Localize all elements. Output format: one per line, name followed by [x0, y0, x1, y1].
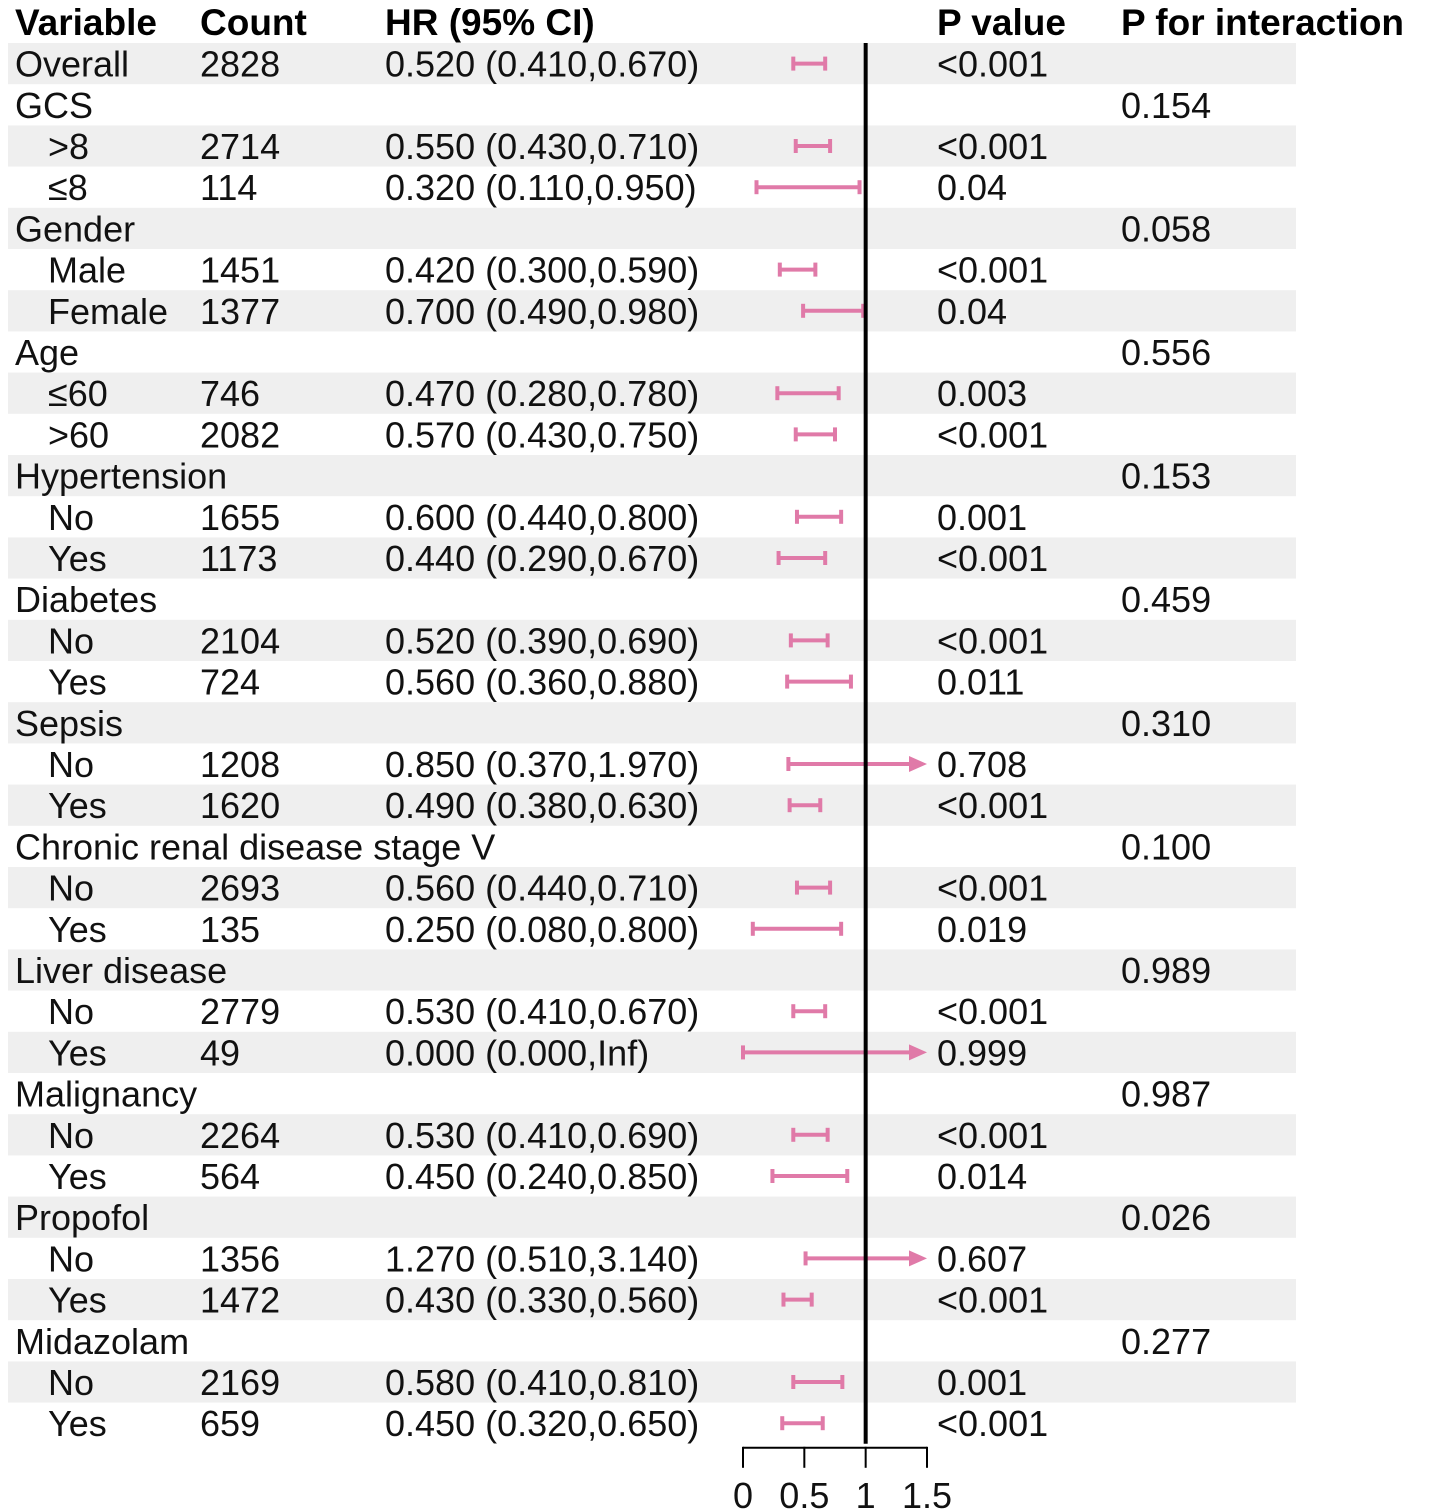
row-p-value: <0.001	[937, 785, 1049, 827]
row-p-interaction: 0.154	[1121, 84, 1212, 126]
row-hr-ci: 1.270 (0.510,3.140)	[385, 1238, 700, 1280]
row-label: Yes	[48, 538, 107, 579]
row-hr-ci: 0.440 (0.290,0.670)	[385, 538, 700, 579]
row-p-value: 0.014	[937, 1156, 1028, 1197]
row-p-interaction: 0.100	[1121, 826, 1212, 868]
row-p-value: <0.001	[937, 1279, 1049, 1321]
row-hr-ci: 0.560 (0.440,0.710)	[385, 867, 700, 909]
row-label: Yes	[48, 1403, 107, 1445]
row-label: Yes	[48, 1156, 107, 1197]
row-p-interaction: 0.026	[1121, 1197, 1212, 1239]
row-label: Female	[48, 290, 169, 332]
row-p-interaction: 0.459	[1121, 579, 1212, 621]
row-count: 2828	[200, 43, 281, 85]
row-count: 1620	[200, 785, 281, 827]
row-count: 49	[200, 1032, 241, 1074]
row-p-value: <0.001	[937, 991, 1049, 1033]
row-count: 724	[200, 661, 261, 703]
row-p-value: 0.04	[937, 167, 1008, 209]
row-hr-ci: 0.530 (0.410,0.690)	[385, 1114, 700, 1156]
row-label: Propofol	[15, 1197, 150, 1239]
row-stripes	[8, 43, 1296, 1403]
header-p-value: P value	[937, 2, 1066, 43]
row-label: Age	[15, 332, 80, 373]
row-p-interaction: 0.153	[1121, 455, 1212, 497]
x-tick-label: 1.5	[901, 1474, 953, 1510]
row-label: Male	[48, 249, 127, 291]
row-hr-ci: 0.560 (0.360,0.880)	[385, 661, 700, 703]
row-count: 2264	[200, 1114, 281, 1156]
row-hr-ci: 0.490 (0.380,0.630)	[385, 785, 700, 827]
row-stripe	[8, 208, 1296, 249]
row-p-value: <0.001	[937, 43, 1049, 85]
row-p-value: <0.001	[937, 538, 1049, 579]
ci-arrow-head	[909, 756, 927, 772]
row-hr-ci: 0.520 (0.390,0.690)	[385, 620, 700, 662]
row-hr-ci: 0.430 (0.330,0.560)	[385, 1279, 700, 1321]
row-hr-ci: 0.320 (0.110,0.950)	[385, 167, 697, 209]
row-hr-ci: 0.550 (0.430,0.710)	[385, 126, 700, 167]
row-p-interaction: 0.310	[1121, 702, 1212, 744]
row-count: 2714	[200, 126, 281, 167]
row-count: 2693	[200, 867, 281, 909]
row-label: No	[48, 867, 95, 909]
row-label: No	[48, 991, 95, 1033]
row-p-interaction: 0.277	[1121, 1320, 1212, 1362]
row-p-value: <0.001	[937, 867, 1049, 909]
row-p-interaction: 0.987	[1121, 1073, 1212, 1115]
row-label: Yes	[48, 785, 107, 827]
row-p-interaction: 0.058	[1121, 208, 1212, 250]
row-p-interaction: 0.556	[1121, 332, 1212, 373]
row-label: Midazolam	[15, 1320, 190, 1362]
row-count: 2104	[200, 620, 281, 662]
row-p-value: 0.001	[937, 496, 1028, 538]
row-hr-ci: 0.470 (0.280,0.780)	[385, 373, 700, 415]
row-count: 2779	[200, 991, 281, 1033]
x-axis	[733, 1447, 952, 1510]
row-label: ≤8	[48, 167, 88, 209]
row-p-value: <0.001	[937, 1114, 1049, 1156]
row-p-value: <0.001	[937, 620, 1049, 662]
row-label: Yes	[48, 1279, 107, 1321]
row-hr-ci: 0.450 (0.240,0.850)	[385, 1156, 700, 1197]
header-variable: Variable	[15, 2, 157, 43]
row-label: No	[48, 1238, 95, 1280]
ci-arrow-head	[909, 1250, 927, 1266]
row-hr-ci: 0.580 (0.410,0.810)	[385, 1362, 700, 1403]
row-count: 135	[200, 908, 261, 950]
row-p-value: <0.001	[937, 126, 1049, 167]
x-tick-label: 1	[855, 1474, 876, 1510]
row-p-value: 0.011	[937, 661, 1025, 703]
row-label: >8	[48, 126, 90, 167]
row-label: GCS	[15, 84, 94, 126]
row-count: 1451	[200, 249, 281, 291]
row-label: Diabetes	[15, 579, 158, 621]
row-count: 1655	[200, 496, 281, 538]
row-count: 1472	[200, 1279, 281, 1321]
row-label: ≤60	[48, 373, 108, 415]
row-label: >60	[48, 414, 110, 456]
row-count: 2169	[200, 1362, 281, 1403]
row-stripe	[8, 702, 1296, 743]
row-hr-ci: 0.250 (0.080,0.800)	[385, 908, 700, 950]
header-p-interaction: P for interaction	[1121, 2, 1405, 43]
row-p-value: 0.607	[937, 1238, 1028, 1280]
row-hr-ci: 0.700 (0.490,0.980)	[385, 290, 700, 332]
row-stripe	[8, 1197, 1296, 1238]
row-count: 1356	[200, 1238, 281, 1280]
row-p-value: <0.001	[937, 1403, 1049, 1445]
row-p-value: 0.999	[937, 1032, 1028, 1074]
row-p-interaction: 0.989	[1121, 950, 1212, 991]
row-count: 659	[200, 1403, 261, 1445]
row-hr-ci: 0.600 (0.440,0.800)	[385, 496, 700, 538]
row-hr-ci: 0.420 (0.300,0.590)	[385, 249, 700, 291]
row-hr-ci: 0.570 (0.430,0.750)	[385, 414, 700, 456]
header-hr: HR (95% CI)	[385, 2, 595, 43]
row-label: No	[48, 744, 95, 785]
row-count: 1173	[200, 538, 278, 579]
header-count: Count	[200, 2, 307, 43]
row-label: No	[48, 496, 95, 538]
row-hr-ci: 0.000 (0.000,Inf)	[385, 1032, 650, 1074]
row-p-value: 0.04	[937, 290, 1008, 332]
row-label: Chronic renal disease stage V	[15, 826, 496, 868]
row-label: No	[48, 1362, 95, 1403]
row-hr-ci: 0.530 (0.410,0.670)	[385, 991, 700, 1033]
row-label: Malignancy	[15, 1073, 198, 1115]
row-p-value: 0.708	[937, 744, 1028, 785]
row-label: No	[48, 1114, 95, 1156]
row-p-value: 0.001	[937, 1362, 1028, 1403]
row-label: Overall	[15, 43, 130, 85]
row-label: Sepsis	[15, 702, 124, 744]
x-tick-label: 0	[732, 1474, 754, 1510]
row-count: 1377	[200, 290, 281, 332]
row-label: Yes	[48, 908, 107, 950]
row-count: 2082	[200, 414, 281, 456]
row-label: Gender	[15, 208, 136, 250]
row-label: Liver disease	[15, 950, 228, 991]
row-count: 746	[200, 373, 261, 415]
row-label: No	[48, 620, 95, 662]
row-p-value: <0.001	[937, 249, 1049, 291]
row-hr-ci: 0.850 (0.370,1.970)	[385, 744, 700, 785]
row-label: Hypertension	[15, 455, 228, 497]
row-count: 1208	[200, 744, 281, 785]
column-headers	[15, 2, 1404, 43]
row-p-value: <0.001	[937, 414, 1049, 456]
row-count: 564	[200, 1156, 261, 1197]
row-hr-ci: 0.450 (0.320,0.650)	[385, 1403, 700, 1445]
x-tick-label: 0.5	[779, 1474, 830, 1510]
row-count: 114	[200, 167, 258, 209]
row-p-value: 0.003	[937, 373, 1028, 415]
row-hr-ci: 0.520 (0.410,0.670)	[385, 43, 700, 85]
row-p-value: 0.019	[937, 908, 1028, 950]
row-label: Yes	[48, 1032, 107, 1074]
row-label: Yes	[48, 661, 107, 703]
